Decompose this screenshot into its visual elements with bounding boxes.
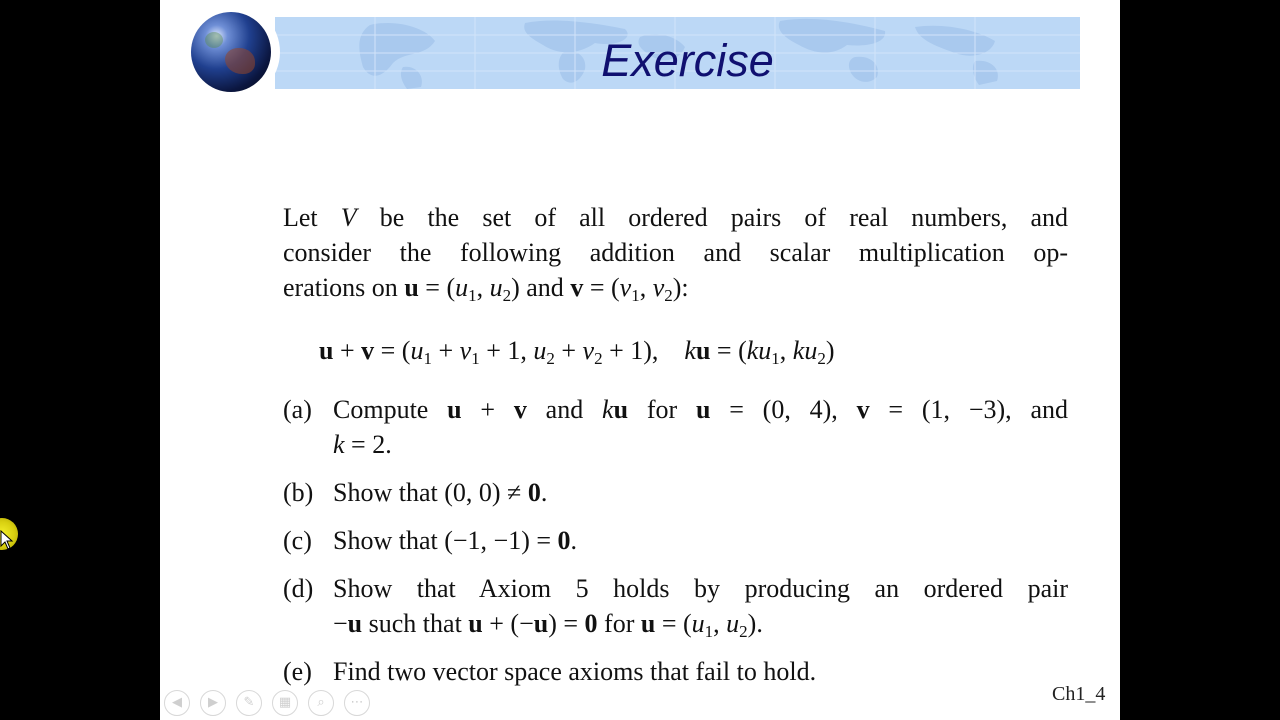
slides-icon[interactable]: ▦ — [272, 690, 298, 716]
pen-icon[interactable]: ✎ — [236, 690, 262, 716]
more-icon[interactable]: ⋯ — [344, 690, 370, 716]
item-label: (a) — [283, 395, 312, 424]
display-equation: $u + v = (u_1 + v_1 + 1$, $u_2 + v_2 + 1$), ku = ($ku_1$, $ku_2$) — [319, 336, 835, 368]
item-text: Show that (−1, −1) = 0. — [333, 526, 578, 555]
item-label: (b) — [283, 478, 314, 507]
item-text: Show that Axiom 5 holds by producing an ordered pair −u such that u + (−u) = 0 for $u = (u_1$, $u_2$). — [333, 574, 1068, 641]
slide-number: Ch1_4 — [1052, 683, 1106, 705]
intro-line-1: Let V be the set of all ordered pairs of real numbers, and — [283, 203, 1069, 232]
previous-icon[interactable]: ◀ — [164, 690, 190, 716]
slide — [160, 0, 1120, 720]
item-label: (e) — [283, 657, 312, 686]
slide-title: Exercise — [601, 35, 774, 86]
zoom-icon[interactable]: ⌕ — [308, 690, 334, 716]
item-text: Compute u + v and ku for u = (0, 4), v = (1, −3), and k = 2. — [333, 395, 1068, 459]
mouse-cursor-icon — [0, 530, 14, 550]
item-text: Show that (0, 0) ≠ 0. — [333, 478, 548, 507]
exercise-body — [283, 200, 1069, 686]
item-label: (c) — [283, 526, 312, 555]
item-text: Find two vector space axioms that fail to hold. — [333, 657, 817, 686]
item-label: (d) — [283, 574, 314, 603]
intro-line-3: erations on $u = (u_1$, $u_2$) and $v = (v_1$, $v_2$): — [283, 273, 689, 305]
exercise-intro — [283, 200, 1068, 305]
next-icon[interactable]: ▶ — [200, 690, 226, 716]
globe-logo — [191, 12, 271, 92]
intro-line-2: consider the following addition and scalar multiplication op- — [283, 238, 1068, 267]
